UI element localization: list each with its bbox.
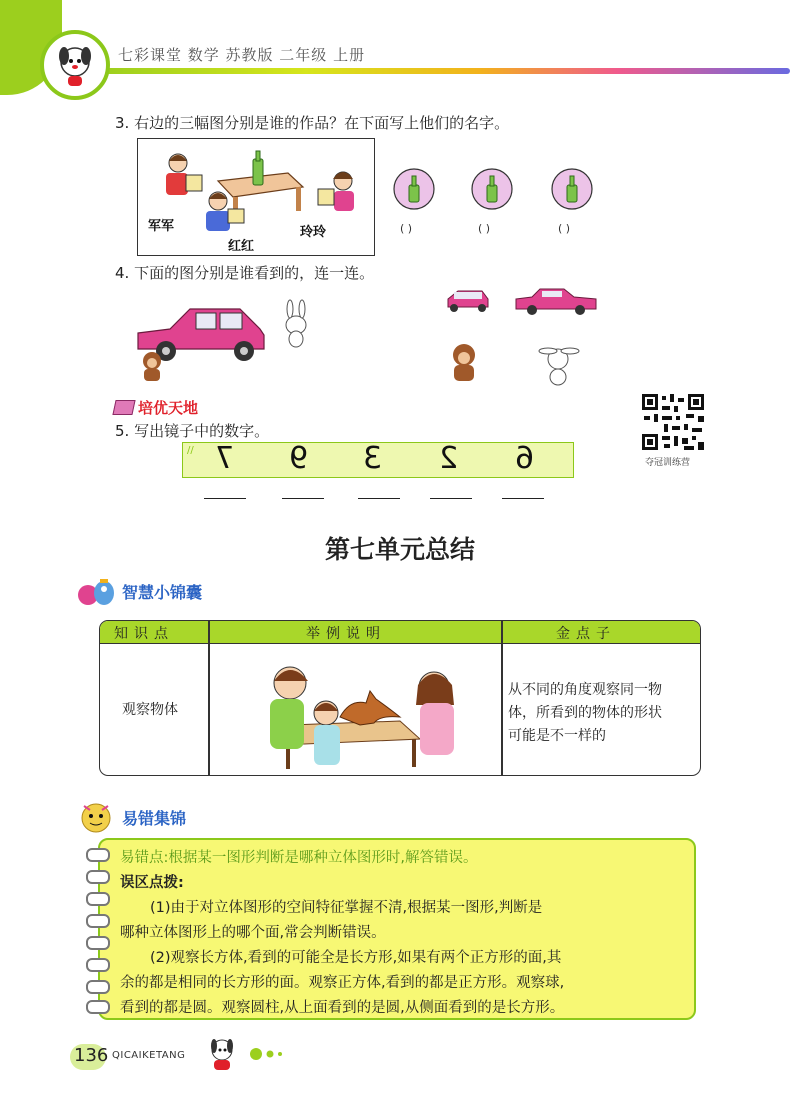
- answer-blank-4[interactable]: [430, 498, 472, 499]
- header-title: 七彩课堂 数学 苏教版 二年级 上册: [118, 46, 366, 64]
- q3-scene-box: [137, 138, 375, 256]
- mirror-digit: 3: [363, 441, 383, 476]
- qr-code-icon: [640, 392, 706, 452]
- dog-mascot-icon: [44, 34, 106, 96]
- dog-mascot-icon: [200, 1034, 290, 1074]
- unit-summary-title: 第七单元总结: [324, 535, 475, 564]
- spiral-ring: [86, 914, 110, 928]
- table-cell-topic: 观察物体: [122, 702, 178, 718]
- error-guidance-line: 哪种立体图形上的哪个面,常会判断错误。: [120, 925, 386, 941]
- mirror-digit: 6: [515, 441, 535, 476]
- page-number: 136: [74, 1045, 109, 1066]
- mascot-ball-icon: [76, 800, 116, 834]
- spiral-ring: [86, 848, 110, 862]
- table-header-knowledge: 知识点: [114, 626, 174, 642]
- spiral-ring: [86, 1000, 110, 1014]
- peiyou-section: [114, 397, 198, 418]
- name-lingling: 玲玲: [300, 225, 327, 240]
- children-observing-dinosaur-illustration: [270, 659, 470, 771]
- mirror-digit: 2: [439, 441, 459, 476]
- name-honghong: 红红: [228, 239, 255, 254]
- bottle-circle-icon: [470, 167, 514, 211]
- answer-blank-3[interactable]: [358, 498, 400, 499]
- drawing-3: [550, 167, 594, 215]
- error-guidance-line: (1)由于对立体图形的空间特征掌握不清,根据某一图形,判断是: [150, 900, 543, 916]
- drawing-1: [392, 167, 436, 215]
- question-5-text: 5. 写出镜子中的数字。: [115, 422, 270, 440]
- spiral-ring: [86, 892, 110, 906]
- mirror-glint-icon: //: [187, 445, 194, 456]
- zhihui-heading: [76, 575, 202, 607]
- peiyou-label: 培优天地: [138, 399, 199, 417]
- answer-blank-2[interactable]: [282, 498, 324, 499]
- bottle-circle-icon: [550, 167, 594, 211]
- qr-caption: 夺冠训练营: [645, 458, 691, 468]
- error-guidance-line: 余的都是相同的长方形的面。观察正方体,看到的都是正方形。观察球,: [120, 975, 565, 991]
- spiral-ring: [86, 958, 110, 972]
- yicuo-title: 易错集锦: [122, 808, 187, 828]
- footer-brand: QICAIKETANG: [112, 1050, 186, 1061]
- bottle-circle-icon: [392, 167, 436, 211]
- knowledge-table: [99, 620, 701, 776]
- question-3-text: 3. 右边的三幅图分别是谁的作品？在下面写上他们的名字。: [115, 114, 510, 132]
- spiral-ring: [86, 936, 110, 950]
- drawing-2: [470, 167, 514, 215]
- drawing-children-illustration: [138, 139, 374, 255]
- answer-blank-1[interactable]: [204, 498, 246, 499]
- error-guidance-line: (2)观察长方体,看到的可能全是长方形,如果有两个正方形的面,其: [150, 950, 562, 966]
- table-divider: [501, 621, 503, 775]
- spiral-ring: [86, 980, 110, 994]
- q4-scene: [130, 295, 330, 389]
- qr-code[interactable]: [640, 392, 706, 452]
- yicuo-heading: [76, 800, 186, 834]
- header-rainbow-line: [100, 68, 790, 74]
- footer-mascot: [200, 1034, 290, 1078]
- answer-paren-3[interactable]: ( ): [558, 222, 571, 235]
- table-cell-tip-line: 从不同的角度观察同一物: [508, 682, 662, 698]
- table-header-example: 举例说明: [306, 626, 386, 642]
- name-junjun: 军军: [148, 219, 175, 234]
- table-header-tip: 金点子: [556, 626, 616, 642]
- answer-paren-2[interactable]: ( ): [478, 222, 491, 235]
- zhihui-title: 智慧小锦囊: [122, 582, 203, 602]
- book-icon: [112, 400, 135, 415]
- error-notes-card: [98, 838, 696, 1020]
- table-cell-example: [270, 659, 470, 775]
- error-notes-text: [120, 846, 688, 1021]
- mirror-digit: 7: [215, 441, 235, 476]
- spiral-ring: [86, 870, 110, 884]
- q4-views: [444, 285, 604, 399]
- error-point: 易错点:根据某一图形判断是哪种立体图形时,解答错误。: [120, 850, 478, 866]
- table-cell-tip-line: 可能是不一样的: [508, 728, 606, 744]
- table-divider: [208, 621, 210, 775]
- header-mascot-circle: [40, 30, 110, 100]
- mirror-box: [182, 442, 574, 478]
- car-monkey-rabbit-illustration: [130, 295, 330, 385]
- mirror-digit: 9: [289, 441, 309, 476]
- lucky-bag-icon: [76, 575, 116, 607]
- error-guidance-label: 误区点拨:: [120, 875, 184, 891]
- answer-paren-1[interactable]: ( ): [400, 222, 413, 235]
- car-views-illustration: [444, 285, 604, 395]
- question-4-text: 4. 下面的图分别是谁看到的，连一连。: [115, 264, 375, 282]
- table-cell-tip-line: 体，所看到的物体的形状: [508, 705, 662, 721]
- answer-blank-5[interactable]: [502, 498, 544, 499]
- error-guidance-line: 看到的都是圆。观察圆柱,从上面看到的是圆,从侧面看到的是长方形。: [120, 1000, 565, 1016]
